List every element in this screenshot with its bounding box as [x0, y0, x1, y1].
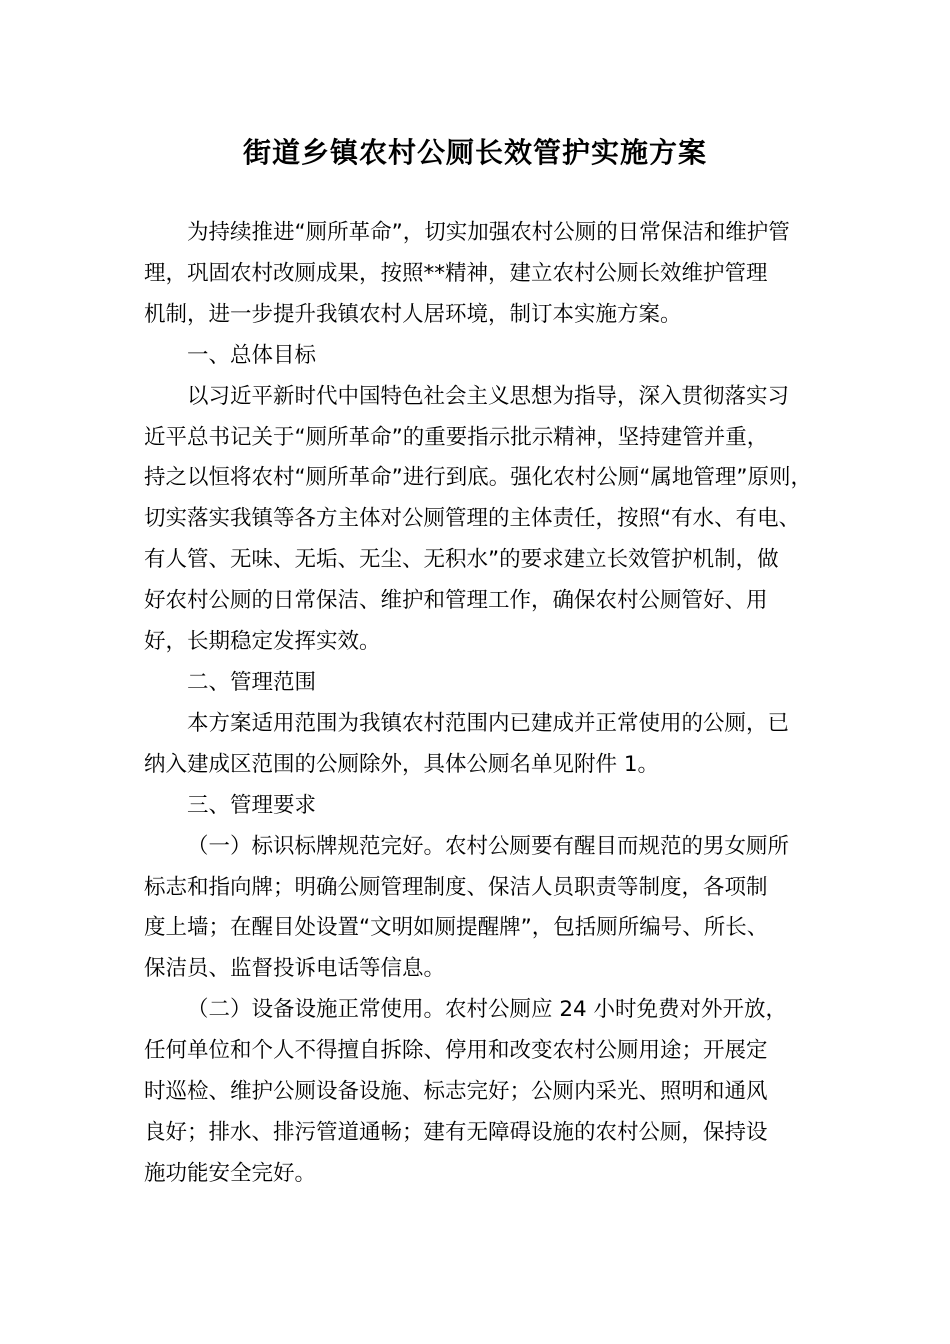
text-line: 本方案适用范围为我镇农村范围内已建成并正常使用的公厕，已: [187, 710, 790, 736]
paragraph: [144, 377, 814, 663]
document-title: 街道乡镇农村公厕长效管护实施方案: [242, 136, 707, 169]
text-line: 标志和指向牌；明确公厕管理制度、保洁人员职责等制度，各项制: [144, 874, 768, 900]
text-line: 时巡检、维护公厕设备设施、标志完好；公厕内采光、照明和通风: [144, 1079, 768, 1105]
text-line: 有人管、无味、无垢、无尘、无积水”的要求建立长效管护机制，做: [144, 547, 779, 573]
text-line: 任何单位和个人不得擅自拆除、停用和改变农村公厕用途；开展定: [144, 1038, 768, 1064]
document-body: [144, 213, 814, 1195]
text-line: 纳入建成区范围的公厕除外，具体公厕名单见附件 1。: [144, 751, 660, 777]
text-line: 好，长期稳定发挥实效。: [144, 629, 381, 655]
text-line: 三、管理要求: [187, 792, 317, 818]
text-line: 度上墙；在醒目处设置“文明如厕提醒牌”，包括厕所编号、所长、: [144, 915, 769, 941]
text-line: 机制，进一步提升我镇农村人居环境，制订本实施方案。: [144, 301, 682, 327]
text-line: （一）标识标牌规范完好。农村公厕要有醒目而规范的男女厕所: [187, 833, 790, 859]
text-line: 为持续推进“厕所革命”，切实加强农村公厕的日常保洁和维护管: [187, 220, 790, 245]
text-line: 以习近平新时代中国特色社会主义思想为指导，深入贯彻落实习: [187, 383, 790, 409]
text-line: 保洁员、监督投诉电话等信息。: [144, 956, 446, 982]
section-heading: [144, 336, 814, 377]
text-line: 施功能安全完好。: [144, 1160, 317, 1186]
text-line: 良好；排水、排污管道通畅；建有无障碍设施的农村公厕，保持设: [144, 1119, 768, 1145]
text-line: 理，巩固农村改厕成果，按照**精神，建立农村公厕长效维护管理: [144, 260, 768, 286]
text-line: 切实落实我镇等各方主体对公厕管理的主体责任，按照“有水、有电、: [144, 506, 801, 532]
text-line: 好农村公厕的日常保洁、维护和管理工作，确保农村公厕管好、用: [144, 588, 768, 614]
paragraph: [144, 704, 814, 786]
paragraph: [144, 990, 814, 1195]
paragraph: [144, 213, 814, 336]
text-line: 一、总体目标: [187, 342, 317, 368]
section-heading: [144, 663, 814, 704]
section-heading: [144, 786, 814, 827]
text-line: （二）设备设施正常使用。农村公厕应 24 小时免费对外开放，: [187, 997, 788, 1023]
text-line: 二、管理范围: [187, 669, 317, 695]
text-line: 近平总书记关于“厕所革命”的重要指示批示精神，坚持建管并重，: [144, 424, 769, 450]
paragraph: [144, 827, 814, 991]
text-line: 持之以恒将农村“厕所革命”进行到底。强化农村公厕“属地管理”原则，: [144, 465, 813, 491]
